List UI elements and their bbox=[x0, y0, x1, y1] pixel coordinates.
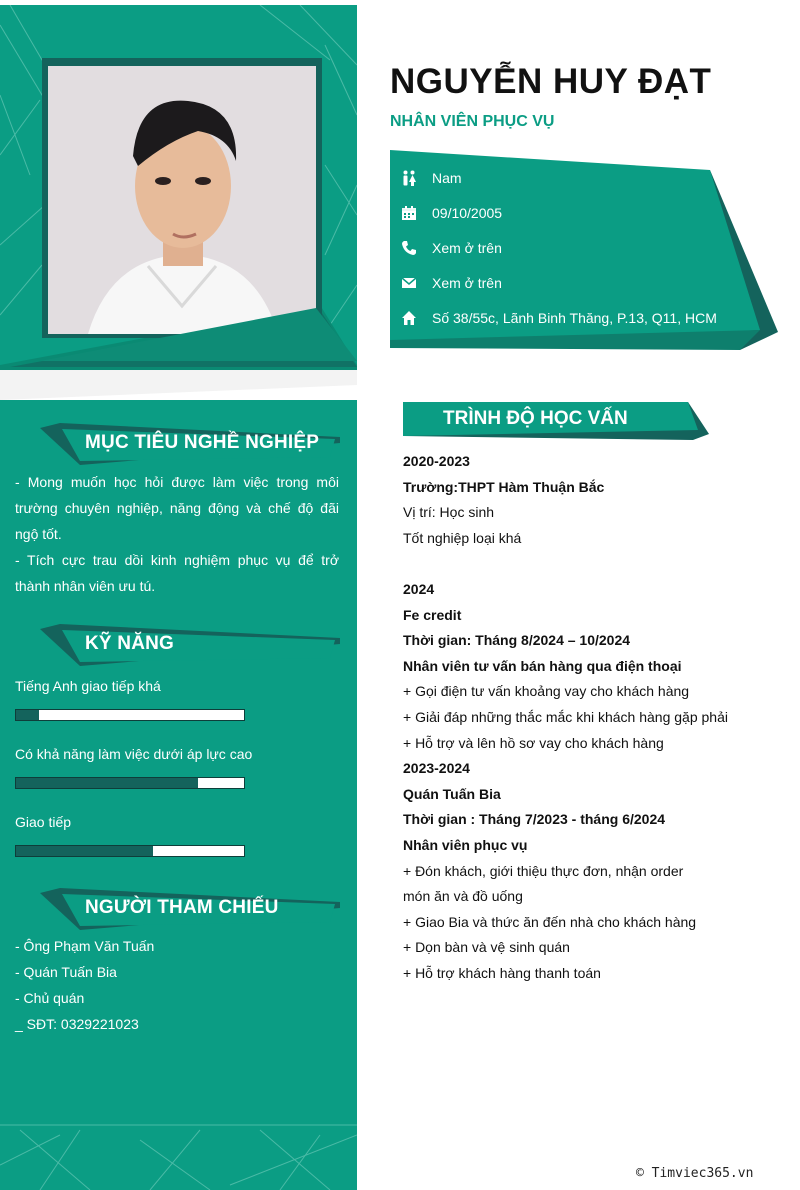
contact-value: 09/10/2005 bbox=[432, 205, 503, 221]
skill-bar bbox=[15, 709, 245, 721]
contact-gender bbox=[400, 166, 462, 190]
education-line: Quán Tuấn Bia bbox=[403, 785, 501, 802]
skill-fill bbox=[16, 710, 39, 720]
calendar-icon bbox=[400, 204, 418, 222]
contact-email bbox=[400, 271, 502, 295]
education-title: TRÌNH ĐỘ HỌC VẤN bbox=[443, 408, 628, 429]
education-line: Tốt nghiệp loại khá bbox=[403, 529, 522, 546]
education-line: Nhân viên tư vấn bán hàng qua điện thoại bbox=[403, 657, 682, 674]
education-line: 2020-2023 bbox=[403, 453, 470, 469]
education-line: + Đón khách, giới thiệu thực đơn, nhận order bbox=[403, 862, 684, 879]
objective-text bbox=[15, 469, 339, 599]
education-line: Vị trí: Học sinh bbox=[403, 504, 495, 521]
contact-value: Xem ở trên bbox=[432, 275, 502, 291]
contact-value: Số 38/55c, Lãnh Binh Thăng, P.13, Q11, HCM bbox=[432, 310, 717, 326]
education-line: + Giao Bia và thức ăn đến nhà cho khách hàng bbox=[403, 913, 697, 930]
objective-title: MỤC TIÊU NGHỀ NGHIỆP bbox=[85, 432, 320, 453]
email-icon bbox=[400, 274, 418, 292]
education-line: 2023-2024 bbox=[403, 760, 470, 777]
objective-line: - Mong muốn học hỏi được làm việc trong môi trường chuyên nghiệp, năng động và chế độ đãi ngộ tốt. bbox=[15, 474, 339, 542]
objective-line: - Tích cực trau dồi kinh nghiệm phục vụ để trở thành nhân viên ưu tú. bbox=[15, 552, 339, 594]
reference-line: - Quán Tuấn Bia bbox=[15, 964, 117, 980]
copyright-footer: © Timviec365.vn bbox=[636, 1166, 754, 1181]
contact-address bbox=[400, 306, 717, 330]
reference-line: - Chủ quán bbox=[15, 990, 85, 1006]
education-list bbox=[403, 449, 793, 986]
home-icon bbox=[400, 309, 418, 327]
references-title: NGƯỜI THAM CHIẾU bbox=[85, 897, 279, 918]
gender-icon bbox=[400, 169, 418, 187]
skill-bar bbox=[15, 845, 245, 857]
education-line: Nhân viên phục vụ bbox=[403, 836, 528, 853]
education-line: món ăn và đồ uống bbox=[403, 888, 523, 905]
candidate-position: NHÂN VIÊN PHỤC VỤ bbox=[390, 113, 555, 130]
education-line: + Gọi điện tư vấn khoảng vay cho khách hàng bbox=[403, 683, 690, 700]
skill-bar bbox=[15, 777, 245, 789]
education-line: + Hỗ trợ khách hàng thanh toán bbox=[403, 964, 601, 981]
skills-header bbox=[40, 624, 340, 666]
education-line: + Hỗ trợ và lên hồ sơ vay cho khách hàng bbox=[403, 734, 664, 751]
objective-header bbox=[40, 423, 340, 465]
education-spacer bbox=[403, 551, 793, 577]
education-line: Thời gian : Tháng 7/2023 - tháng 6/2024 bbox=[403, 811, 666, 828]
education-line: Trường:THPT Hàm Thuận Bắc bbox=[403, 478, 605, 495]
skill-fill bbox=[16, 778, 198, 788]
education-header bbox=[403, 400, 713, 444]
skills-title: KỸ NĂNG bbox=[85, 633, 175, 654]
education-line: Fe credit bbox=[403, 606, 462, 623]
education-line: Thời gian: Tháng 8/2024 – 10/2024 bbox=[403, 632, 631, 649]
skill-fill bbox=[16, 846, 153, 856]
education-line: + Dọn bàn và vệ sinh quán bbox=[403, 939, 570, 956]
contact-birthdate bbox=[400, 201, 502, 225]
references-list bbox=[15, 933, 154, 1037]
skill-name: Tiếng Anh giao tiếp khá bbox=[15, 678, 161, 694]
education-line: + Giải đáp những thắc mắc khi khách hàng gặp phải bbox=[403, 708, 728, 725]
reference-line: - Ông Phạm Văn Tuấn bbox=[15, 938, 155, 954]
contact-value: Xem ở trên bbox=[432, 240, 502, 256]
skill-name: Giao tiếp bbox=[15, 814, 72, 830]
candidate-name: NGUYỄN HUY ĐẠT bbox=[390, 62, 712, 101]
skill-name: Có khả năng làm việc dưới áp lực cao bbox=[15, 746, 253, 762]
photo-corner-decoration bbox=[0, 5, 357, 375]
education-line: 2024 bbox=[403, 580, 435, 597]
contact-info-box bbox=[390, 150, 780, 355]
references-header bbox=[40, 888, 340, 930]
contact-value: Nam bbox=[432, 170, 462, 186]
phone-icon bbox=[400, 239, 418, 257]
contact-phone bbox=[400, 236, 502, 260]
reference-line: _ SĐT: 0329221023 bbox=[15, 1016, 139, 1032]
